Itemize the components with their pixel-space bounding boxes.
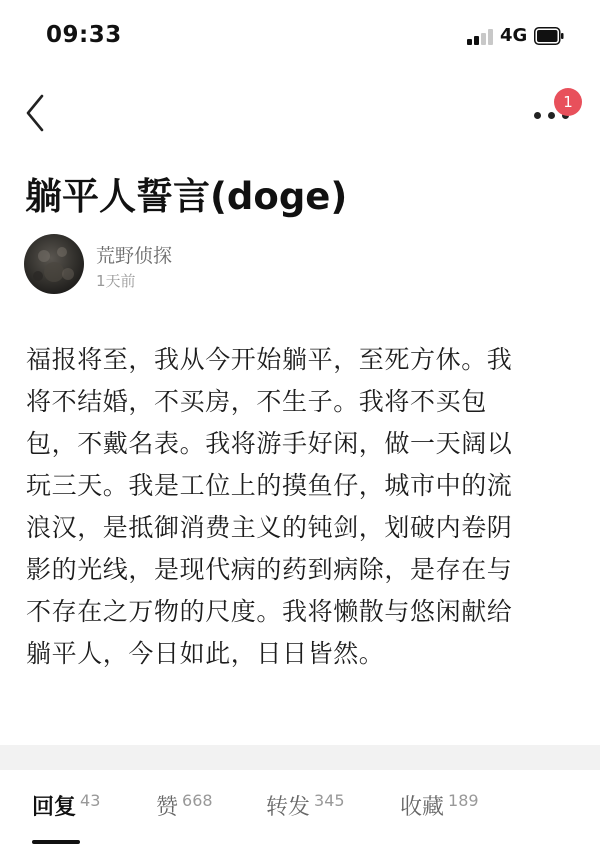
tab-likes-count: 668 bbox=[182, 791, 213, 810]
tab-likes[interactable] bbox=[156, 790, 213, 850]
post-body-line: 玩三天。我是工位上的摸鱼仔，城市中的流 bbox=[26, 471, 513, 500]
post-body-line: 福报将至，我从今开始躺平，至死方休。我 bbox=[26, 345, 513, 374]
more-options-button[interactable] bbox=[530, 84, 574, 128]
battery-icon bbox=[534, 27, 564, 45]
post-title: 躺平人誓言(doge) bbox=[25, 175, 348, 218]
signal-strength-icon bbox=[467, 29, 495, 45]
chevron-left-icon bbox=[16, 82, 56, 132]
avatar[interactable] bbox=[24, 234, 84, 294]
post-body-line: 躺平人，今日如此，日日皆然。 bbox=[26, 639, 385, 668]
tab-favorites-label: 收藏 bbox=[400, 795, 445, 820]
tab-reposts[interactable] bbox=[266, 790, 345, 850]
status-time: 09:33 bbox=[46, 22, 122, 48]
section-divider bbox=[0, 745, 600, 770]
network-type: 4G bbox=[500, 25, 528, 46]
status-bar bbox=[0, 0, 600, 72]
post-time: 1天前 bbox=[96, 272, 136, 290]
post-body-line: 浪汉，是抵御消费主义的钝剑，划破内卷阴 bbox=[26, 513, 513, 542]
post-body-line: 包，不戴名表。我将游手好闲，做一天阔以 bbox=[26, 429, 513, 458]
post-body-line: 不存在之万物的尺度。我将懒散与悠闲献给 bbox=[26, 597, 513, 626]
post-body-line: 影的光线，是现代病的药到病除，是存在与 bbox=[26, 555, 513, 584]
tab-favorites-count: 189 bbox=[448, 791, 479, 810]
tab-bar bbox=[0, 770, 600, 862]
post-body bbox=[26, 339, 560, 675]
author-name[interactable]: 荒野侦探 bbox=[96, 245, 173, 267]
nav-bar bbox=[0, 72, 600, 142]
back-button[interactable] bbox=[16, 82, 56, 132]
active-tab-indicator bbox=[32, 840, 80, 844]
tab-favorites[interactable] bbox=[400, 790, 479, 850]
avatar-image bbox=[24, 234, 84, 294]
tab-likes-label: 赞 bbox=[156, 795, 179, 820]
notification-badge: 1 bbox=[554, 88, 582, 116]
tab-replies-count: 43 bbox=[80, 791, 101, 810]
tab-reposts-count: 345 bbox=[314, 791, 345, 810]
tab-replies-label: 回复 bbox=[32, 795, 77, 820]
tab-reposts-label: 转发 bbox=[266, 795, 311, 820]
post-body-line: 将不结婚，不买房，不生子。我将不买包 bbox=[26, 387, 487, 416]
